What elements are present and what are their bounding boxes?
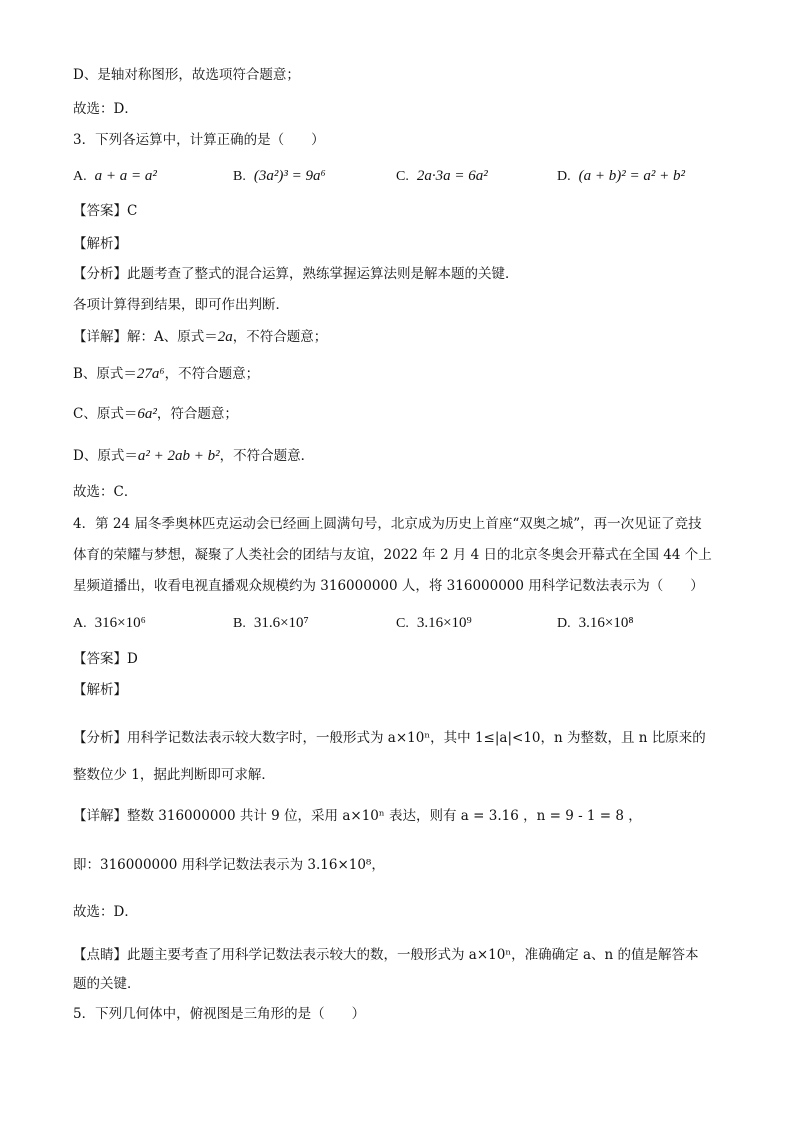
detail-suffix: ，符合题意； xyxy=(156,406,238,422)
q2-choice-line: 故选：D． xyxy=(73,101,138,117)
q3-detail-b xyxy=(73,365,259,383)
detail-expression: 2a xyxy=(217,329,233,345)
q4-detail: 【详解】整数 316000000 共计 9 位，采用 a×10ⁿ 表达，则有 a = 3.16 ，n = 9 - 1 = 8 ， xyxy=(73,808,642,824)
option-expression: (a + b)² = a² + b² xyxy=(578,168,685,184)
option-expression: a + a = a² xyxy=(94,168,157,184)
q4-fenxi-line-2: 整数位少 1，据此判断即可求解． xyxy=(73,767,275,783)
q4-option-c[interactable] xyxy=(396,613,472,634)
q3-analysis-heading: 【解析】 xyxy=(73,236,127,252)
q4-stem-line-1: 4．第 24 届冬季奥林匹克运动会已经画上圆满句号，北京成为历史上首座“双奥之城”，再一次见证了竞技 xyxy=(73,516,702,532)
q3-detail-a xyxy=(73,328,327,346)
option-label: D. xyxy=(557,616,571,631)
q2-option-d-line: D、是轴对称图形，故选项符合题意； xyxy=(73,67,300,83)
detail-prefix: C、原式＝ xyxy=(73,406,138,422)
q4-fenxi-line-1: 【分析】用科学记数法表示较大数字时，一般形式为 a×10ⁿ，其中 1≤|a|<10，n 为整数，且 n 比原来的 xyxy=(73,730,706,746)
q4-option-d[interactable] xyxy=(557,613,634,634)
q3-option-c[interactable] xyxy=(396,166,488,187)
q3-stem: 3．下列各运算中，计算正确的是（ ） xyxy=(73,132,325,148)
option-label: C. xyxy=(396,169,409,184)
option-label: B. xyxy=(233,169,246,184)
detail-suffix: ，不符合题意； xyxy=(164,366,260,382)
option-expression: 2a·3a = 6a² xyxy=(416,168,488,184)
q4-answer: 【答案】D xyxy=(73,651,138,667)
option-label: D. xyxy=(557,169,571,184)
q4-option-b[interactable] xyxy=(233,613,309,634)
q4-analysis-heading: 【解析】 xyxy=(73,682,127,698)
q4-option-a[interactable] xyxy=(73,613,146,634)
q3-option-b[interactable] xyxy=(233,166,326,187)
detail-expression: a² + 2ab + b² xyxy=(137,448,220,464)
option-expression: 3.16×10⁸ xyxy=(578,615,634,631)
q5-stem: 5．下列几何体中，俯视图是三角形的是（ ） xyxy=(73,1006,366,1022)
q4-dianjing-line-2: 题的关键． xyxy=(73,976,141,992)
detail-prefix: B、原式＝ xyxy=(73,366,137,382)
q4-stem-line-2: 体育的荣耀与梦想，凝聚了人类社会的团结与友谊，2022 年 2 月 4 日的北京冬奥会开幕式在全国 44 个上 xyxy=(73,547,712,563)
q3-detail-d xyxy=(73,447,314,465)
option-expression: 31.6×10⁷ xyxy=(253,615,309,631)
option-label: B. xyxy=(233,616,246,631)
detail-prefix: D、原式＝ xyxy=(73,448,138,464)
q3-fenxi-2: 各项计算得到结果，即可作出判断． xyxy=(73,297,289,313)
q4-choice-line: 故选：D． xyxy=(73,904,138,920)
q4-stem-line-3: 星频道播出，收看电视直播观众规模约为 316000000 人，将 316000000 用科学记数法表示为（ ） xyxy=(73,578,704,594)
q3-option-a[interactable] xyxy=(73,166,157,187)
option-expression: (3a²)³ = 9a⁶ xyxy=(253,168,326,184)
q4-ji-line: 即：316000000 用科学记数法表示为 3.16×10⁸， xyxy=(73,857,385,873)
option-label: A. xyxy=(73,616,87,631)
option-expression: 3.16×10⁹ xyxy=(416,615,472,631)
option-label: C. xyxy=(396,616,409,631)
detail-expression: 27a⁶ xyxy=(136,366,165,382)
q4-dianjing-line-1: 【点睛】此题主要考查了用科学记数法表示较大的数，一般形式为 a×10ⁿ，准确确定 a、n 的值是解答本 xyxy=(73,947,699,963)
detail-expression: 6a² xyxy=(137,406,157,422)
q3-choice-line: 故选：C． xyxy=(73,484,138,500)
detail-prefix: 【详解】解：A、原式＝ xyxy=(73,329,218,345)
q3-option-d[interactable] xyxy=(557,166,685,187)
q3-detail-c xyxy=(73,405,238,423)
detail-suffix: ，不符合题意； xyxy=(232,329,328,345)
option-expression: 316×10⁶ xyxy=(94,615,146,631)
option-label: A. xyxy=(73,169,87,184)
q3-fenxi: 【分析】此题考查了整式的混合运算，熟练掌握运算法则是解本题的关键． xyxy=(73,266,519,282)
detail-suffix: ，不符合题意． xyxy=(219,448,315,464)
q3-answer: 【答案】C xyxy=(73,203,138,219)
